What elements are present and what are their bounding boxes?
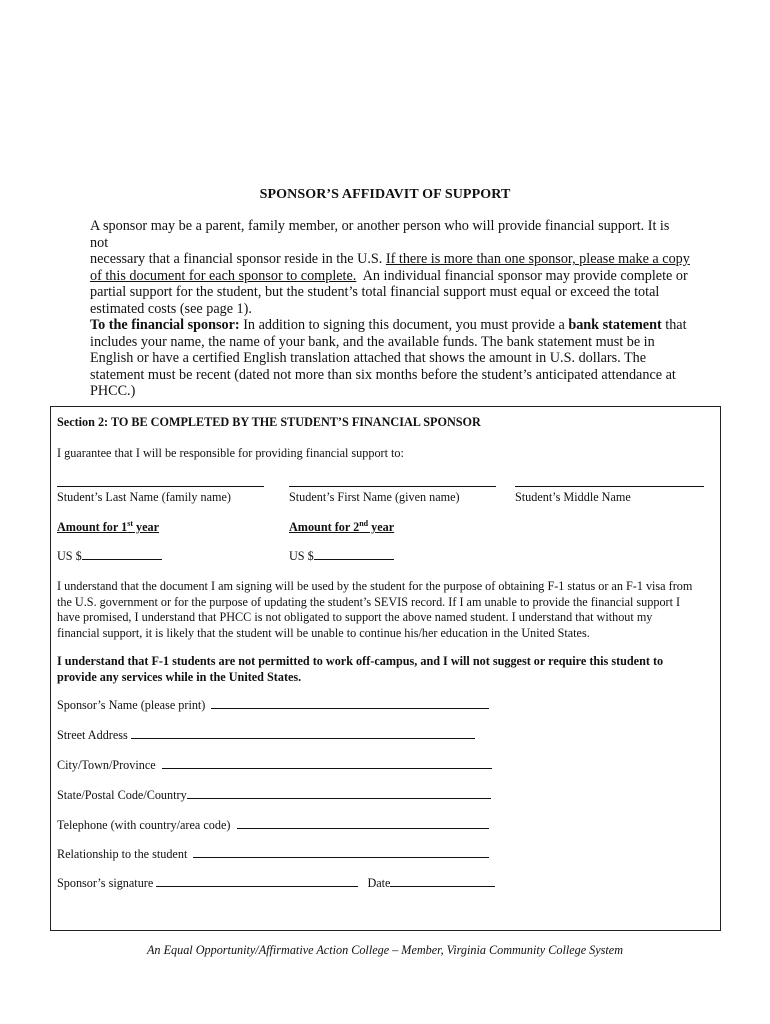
- telephone-field[interactable]: Telephone (with country/area code): [57, 818, 489, 833]
- understanding-line: I understand that the document I am signing will be used by the student for the purpose of obtaining F-1 status or an F-1 visa from: [57, 579, 693, 593]
- understanding-paragraph: [57, 579, 717, 641]
- amount-year-2-label: Amount for 2nd year: [289, 518, 395, 534]
- intro-line: A sponsor may be a parent, family member, or another person who will provide financial support. It is not: [90, 218, 670, 251]
- intro-line: necessary that a financial sponsor reside in the U.S. If there is more than one sponsor, please make a copy: [90, 251, 690, 268]
- city-field[interactable]: City/Town/Province: [57, 758, 492, 773]
- relationship-field[interactable]: Relationship to the student: [57, 847, 489, 862]
- street-address-field[interactable]: Street Address: [57, 728, 475, 743]
- intro-line: estimated costs (see page 1).: [90, 300, 252, 317]
- state-postal-country-field[interactable]: State/Postal Code/Country: [57, 788, 491, 803]
- understanding-line: have promised, I understand that PHCC is not obligated to support the above named student. I understand that without my: [57, 610, 653, 625]
- work-restriction-statement: [57, 654, 717, 685]
- amount-year-2-field[interactable]: US $: [289, 549, 394, 565]
- first-name-line[interactable]: [289, 486, 496, 487]
- understanding-line: financial support, it is likely that the student will be unable to continue his/her education in the United States.: [57, 625, 590, 640]
- sponsor-note-line: PHCC.): [90, 383, 136, 400]
- last-name-line[interactable]: [57, 486, 264, 487]
- guarantee-text: I guarantee that I will be responsible for providing financial support to:: [57, 446, 404, 460]
- amount-year-1-label: Amount for 1st year: [57, 518, 160, 534]
- sponsor-note-line: statement must be recent (dated not more than six months before the student’s anticipated attendance at: [90, 366, 676, 383]
- understanding-line: the U.S. government or for the purpose of updating the student’s SEVIS record. If I am unable to provide the financial support I: [57, 594, 681, 609]
- middle-name-line[interactable]: [515, 486, 704, 487]
- intro-paragraph: [90, 218, 690, 318]
- footer: An Equal Opportunity/Affirmative Action College – Member, Virginia Community College System: [146, 943, 624, 957]
- sponsor-note-line: includes your name, the name of your bank, and the available funds. The bank statement must be in: [90, 333, 655, 350]
- sponsor-note-paragraph: [90, 317, 690, 400]
- sponsor-name-field[interactable]: Sponsor’s Name (please print): [57, 698, 489, 713]
- signature-field[interactable]: Sponsor’s signature Date: [57, 876, 495, 891]
- middle-name-label: Student’s Middle Name: [515, 490, 631, 504]
- date-field[interactable]: [390, 885, 495, 887]
- date-label: Date: [367, 876, 391, 890]
- last-name-label: Student’s Last Name (family name): [57, 490, 231, 504]
- statement-line: I understand that F-1 students are not permitted to work off-campus, and I will not suggest or require this student to: [57, 654, 664, 668]
- sponsor-note-line: English or have a certified English translation attached that shows the amount in U.S. dollars. The: [90, 350, 647, 367]
- amount-year-1-field[interactable]: US $: [57, 549, 162, 565]
- document-title: SPONSOR’S AFFIDAVIT OF SUPPORT: [259, 187, 511, 202]
- section-heading: Section 2: TO BE COMPLETED BY THE STUDENT’S FINANCIAL SPONSOR: [57, 415, 481, 429]
- statement-line: provide any services while in the United States.: [57, 669, 302, 684]
- intro-line: of this document for each sponsor to complete. An individual financial sponsor may provide complete or: [90, 267, 688, 284]
- intro-line: partial support for the student, but the student’s total financial support must equal or exceed the total: [90, 284, 660, 301]
- sponsor-note-line: To the financial sponsor: In addition to signing this document, you must provide a bank statement that: [90, 317, 687, 333]
- first-name-label: Student’s First Name (given name): [289, 490, 460, 504]
